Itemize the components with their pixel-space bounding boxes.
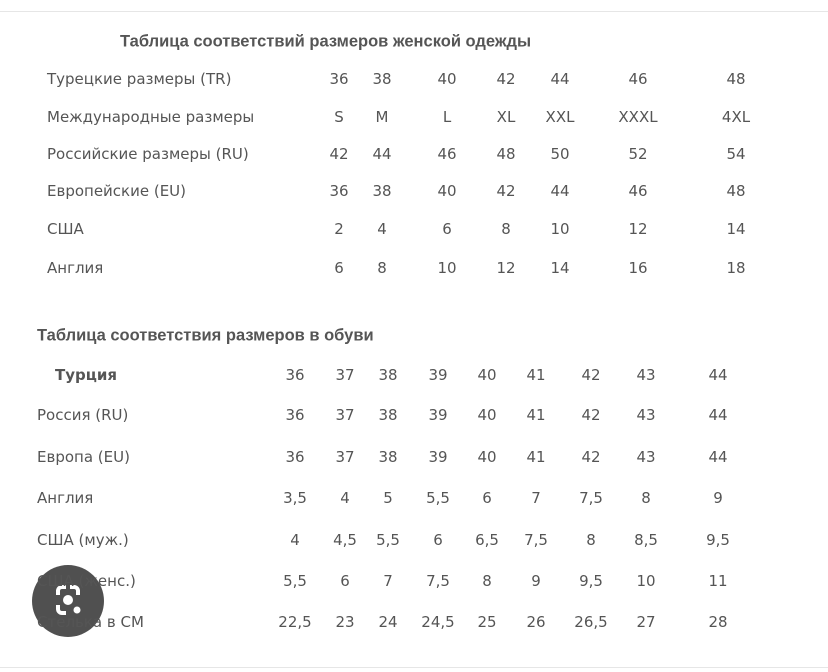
table-cell: 8 — [501, 220, 511, 238]
table-cell: 12 — [496, 259, 516, 277]
table-cell: L — [442, 108, 452, 126]
table-cell: 25 — [477, 613, 497, 631]
table-cell: 41 — [526, 448, 546, 466]
table-cell: 54 — [726, 145, 746, 163]
table-cell: 7 — [383, 572, 393, 590]
row-label: Стелька в СМ — [37, 613, 144, 631]
table-cell: 40 — [477, 448, 497, 466]
row-label: Российские размеры (RU) — [47, 145, 249, 163]
table-cell: 2 — [334, 220, 344, 238]
table-cell: 11 — [708, 572, 728, 590]
table-cell: 9,5 — [706, 531, 730, 549]
table-cell: 8 — [377, 259, 387, 277]
table-cell: 42 — [581, 406, 601, 424]
table-cell: 26,5 — [574, 613, 608, 631]
table-cell: 48 — [496, 145, 516, 163]
table-cell: 40 — [477, 366, 497, 384]
table-cell: 9 — [713, 489, 723, 507]
table-cell: 39 — [428, 406, 448, 424]
row-label: Международные размеры — [47, 108, 255, 126]
table-cell: 22,5 — [278, 613, 312, 631]
table-cell: 37 — [335, 448, 355, 466]
table-cell: 14 — [550, 259, 570, 277]
table-cell: 43 — [636, 366, 656, 384]
table-cell: XXL — [545, 108, 575, 126]
row-label: Россия (RU) — [37, 406, 129, 424]
table-cell: 46 — [628, 70, 648, 88]
table-cell: 3,5 — [283, 489, 307, 507]
row-label: Европейские (EU) — [47, 182, 187, 200]
table-cell: XL — [496, 108, 516, 126]
table-cell: 10 — [636, 572, 656, 590]
table-cell: 46 — [437, 145, 457, 163]
table-cell: M — [375, 108, 389, 126]
table-cell: 36 — [329, 70, 349, 88]
table-cell: 38 — [378, 448, 398, 466]
table-cell: 44 — [708, 448, 728, 466]
table-cell: XXXL — [618, 108, 658, 126]
table-cell: 41 — [526, 366, 546, 384]
table-cell: 4 — [290, 531, 300, 549]
table-cell: 5 — [383, 489, 393, 507]
table-cell: 8 — [641, 489, 651, 507]
table-cell: 8 — [586, 531, 596, 549]
table-cell: 44 — [708, 366, 728, 384]
table-cell: 37 — [335, 406, 355, 424]
table-cell: 42 — [496, 70, 516, 88]
table-cell: 14 — [726, 220, 746, 238]
table-cell: 39 — [428, 366, 448, 384]
table-cell: 27 — [636, 613, 656, 631]
table-cell: 9,5 — [579, 572, 603, 590]
table-cell: 48 — [726, 70, 746, 88]
table-cell: 6 — [334, 259, 344, 277]
table-cell: 26 — [526, 613, 546, 631]
table-cell: 37 — [335, 366, 355, 384]
table-cell: 40 — [437, 70, 457, 88]
table-cell: 8 — [482, 572, 492, 590]
table-cell: 23 — [335, 613, 355, 631]
table-cell: 10 — [437, 259, 457, 277]
table-cell: 24 — [378, 613, 398, 631]
lens-icon[interactable] — [32, 565, 104, 637]
table-cell: 28 — [708, 613, 728, 631]
table-cell: 24,5 — [421, 613, 455, 631]
table-cell: 38 — [378, 366, 398, 384]
table-cell: 44 — [550, 70, 570, 88]
table-cell: 6 — [433, 531, 443, 549]
divider — [0, 667, 828, 668]
table-cell: 4 — [377, 220, 387, 238]
table-cell: 36 — [329, 182, 349, 200]
table-cell: 42 — [581, 366, 601, 384]
table-cell: 4,5 — [333, 531, 357, 549]
table-cell: 36 — [285, 448, 305, 466]
table-cell: 18 — [726, 259, 746, 277]
table-cell: 42 — [581, 448, 601, 466]
table-cell: 10 — [550, 220, 570, 238]
table-cell: 6,5 — [475, 531, 499, 549]
table-cell: 40 — [437, 182, 457, 200]
table-cell: 12 — [628, 220, 648, 238]
table-cell: 42 — [329, 145, 349, 163]
table-cell: 41 — [526, 406, 546, 424]
table-cell: 42 — [496, 182, 516, 200]
table-cell: 4XL — [721, 108, 751, 126]
row-label: Европа (EU) — [37, 448, 130, 466]
row-label: США — [47, 220, 84, 238]
table-cell: 43 — [636, 406, 656, 424]
table-cell: 7,5 — [579, 489, 603, 507]
table-cell: 5,5 — [283, 572, 307, 590]
row-label: Турецкие размеры (TR) — [47, 70, 232, 88]
divider — [0, 11, 828, 12]
table-cell: 48 — [726, 182, 746, 200]
table-cell: 6 — [482, 489, 492, 507]
table-cell: 36 — [285, 406, 305, 424]
table-cell: 9 — [531, 572, 541, 590]
row-label: Англия — [47, 259, 104, 277]
table-cell: 7,5 — [524, 531, 548, 549]
table-cell: 38 — [378, 406, 398, 424]
table-cell: 4 — [340, 489, 350, 507]
table-cell: 44 — [708, 406, 728, 424]
table-cell: 16 — [628, 259, 648, 277]
table-cell: 7,5 — [426, 572, 450, 590]
table-cell: 5,5 — [426, 489, 450, 507]
row-label: США (муж.) — [37, 531, 129, 549]
table-cell: 5,5 — [376, 531, 400, 549]
table-cell: 38 — [372, 182, 392, 200]
table-cell: S — [334, 108, 344, 126]
table-cell: 50 — [550, 145, 570, 163]
row-label: США (женс.) — [37, 572, 136, 590]
table-cell: 6 — [442, 220, 452, 238]
table-cell: 52 — [628, 145, 648, 163]
row-label: Турция — [55, 366, 118, 384]
table-cell: 36 — [285, 366, 305, 384]
table-cell: 7 — [531, 489, 541, 507]
table-cell: 40 — [477, 406, 497, 424]
table-cell: 44 — [372, 145, 392, 163]
row-label: Англия — [37, 489, 94, 507]
table-cell: 44 — [550, 182, 570, 200]
table-cell: 39 — [428, 448, 448, 466]
table-cell: 38 — [372, 70, 392, 88]
table-cell: 43 — [636, 448, 656, 466]
shoe-table-title: Таблица соответствия размеров в обуви — [37, 326, 374, 345]
table-cell: 8,5 — [634, 531, 658, 549]
clothing-table-title: Таблица соответствий размеров женской одежды — [120, 32, 532, 51]
table-cell: 46 — [628, 182, 648, 200]
table-cell: 6 — [340, 572, 350, 590]
